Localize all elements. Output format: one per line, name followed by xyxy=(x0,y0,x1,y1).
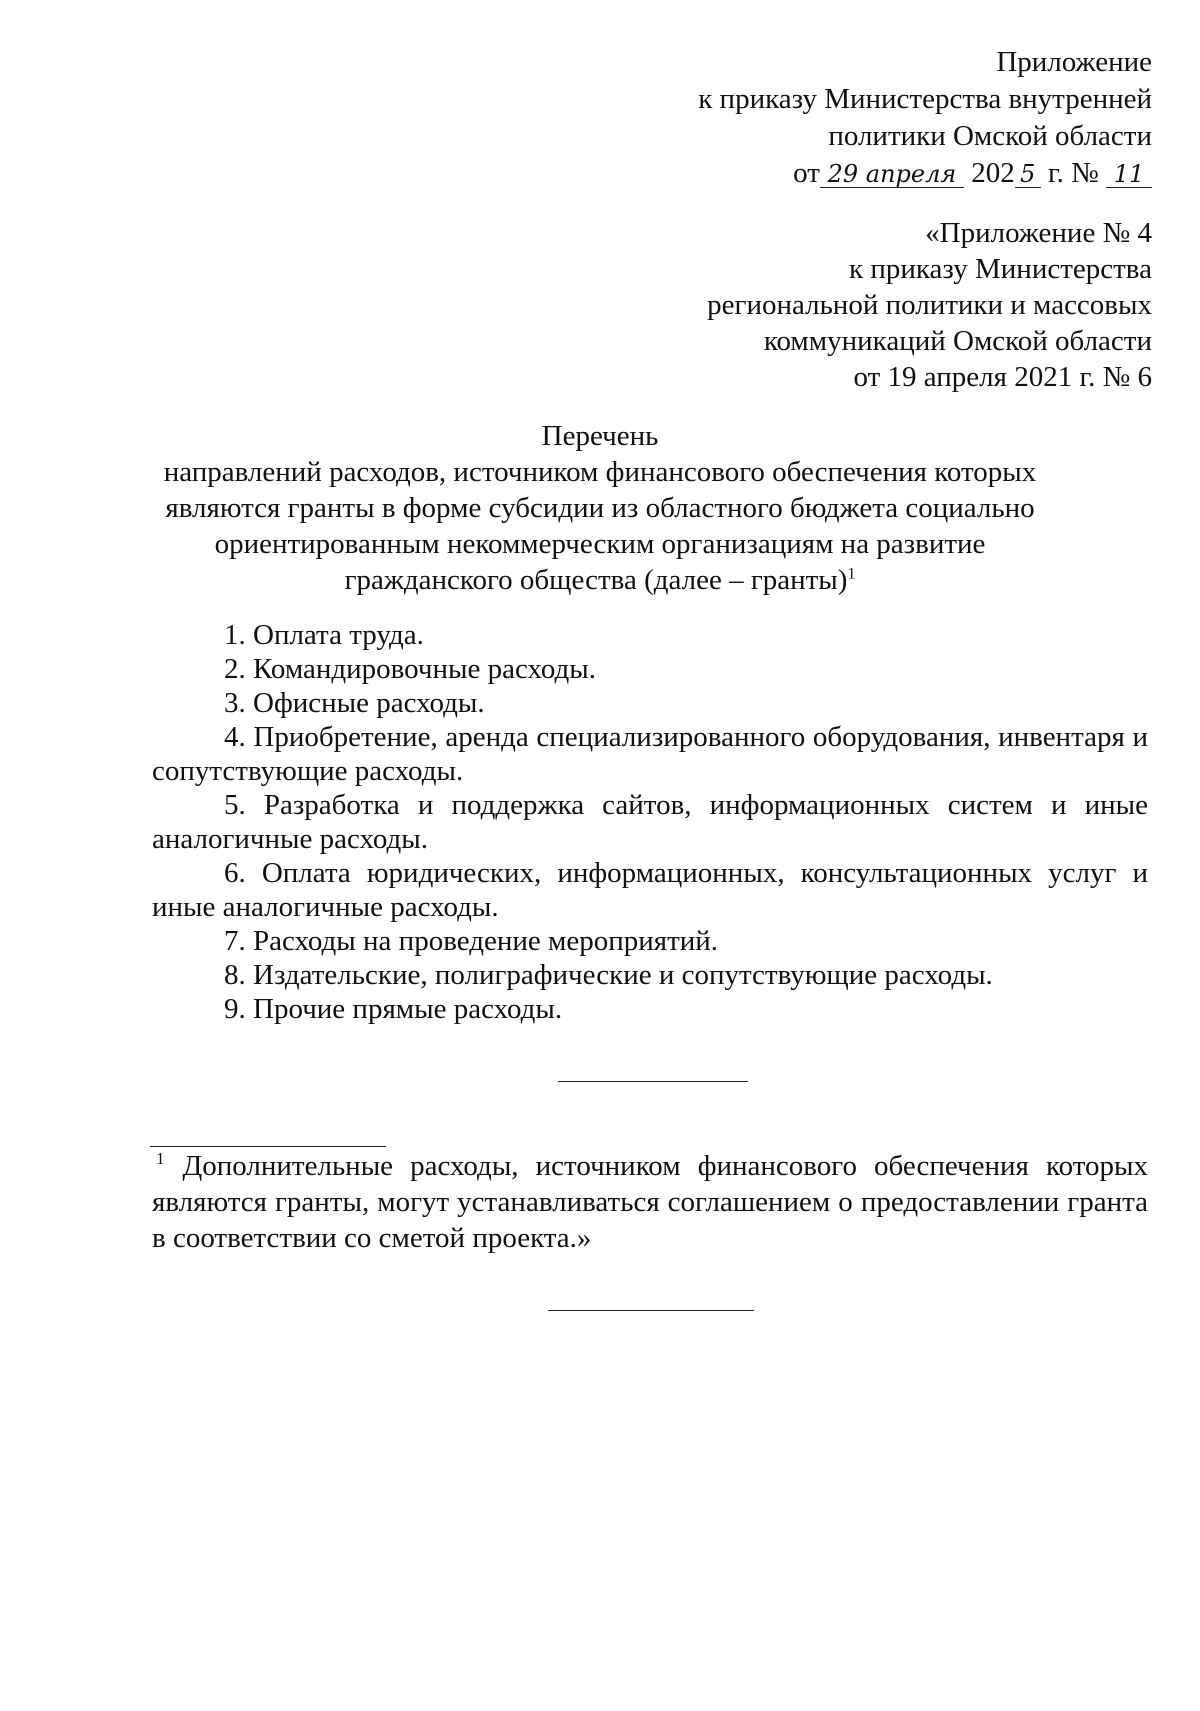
title-line-5: гражданского общества (далее – гранты) xyxy=(344,564,848,596)
header-line-2: к приказу Министерства внутренней xyxy=(698,83,1152,115)
handwritten-year: 5 xyxy=(1015,161,1041,188)
title-line-4: ориентированным некоммерческим организациям на развитие xyxy=(214,528,986,560)
header-line-1: Приложение xyxy=(996,46,1152,78)
year-suffix: г. № xyxy=(1047,157,1099,189)
expense-list xyxy=(152,618,1148,1026)
appendix-line-4: коммуникаций Омской области xyxy=(763,325,1152,357)
list-item: 6. Оплата юридических, информационных, консультационных услуг и иные аналогичные расходы. xyxy=(152,857,1148,923)
appendix-line-3: региональной политики и массовых xyxy=(707,289,1152,321)
list-item: 7. Расходы на проведение мероприятий. xyxy=(224,925,719,957)
footnote-text: Дополнительные расходы, источником финансового обеспечения которых являются гранты, могут устанавливаться соглашением о предоставлении гранта в соответствии со сметой проекта.» xyxy=(152,1150,1148,1254)
section-divider xyxy=(558,1081,748,1082)
year-prefix: 202 xyxy=(971,157,1015,189)
appendix-line-2: к приказу Министерства xyxy=(849,253,1152,285)
title-line-2: направлений расходов, источником финансового обеспечения которых xyxy=(163,456,1037,488)
list-item: 4. Приобретение, аренда специализированного оборудования, инвентаря и сопутствующие расходы. xyxy=(152,721,1148,787)
title-line-3: являются гранты в форме субсидии из областного бюджета социально xyxy=(165,492,1035,524)
list-item: 5. Разработка и поддержка сайтов, информационных систем и иные аналогичные расходы. xyxy=(152,789,1148,855)
approval-header xyxy=(698,44,1152,192)
footnote-reference: 1 xyxy=(847,565,856,583)
original-appendix-header xyxy=(707,215,1152,395)
footnote-rule xyxy=(150,1146,386,1147)
date-prefix: от xyxy=(793,157,820,189)
header-line-3: политики Омской области xyxy=(828,120,1152,152)
title-line-1: Перечень xyxy=(541,420,659,452)
title-line-5-wrap xyxy=(150,562,1050,598)
end-divider xyxy=(548,1310,754,1311)
list-item: 9. Прочие прямые расходы. xyxy=(224,993,563,1025)
handwritten-date: 29 апреля xyxy=(820,161,964,188)
footnote-mark: 1 xyxy=(156,1149,165,1169)
list-item: 3. Офисные расходы. xyxy=(224,687,485,719)
header-date-line xyxy=(698,155,1152,192)
footnote xyxy=(152,1148,1148,1256)
handwritten-number: 11 xyxy=(1106,161,1152,188)
list-item: 1. Оплата труда. xyxy=(224,619,424,651)
document-title xyxy=(150,418,1050,598)
list-item: 2. Командировочные расходы. xyxy=(224,653,597,685)
appendix-line-1: «Приложение № 4 xyxy=(925,217,1152,249)
list-item: 8. Издательские, полиграфические и сопутствующие расходы. xyxy=(224,959,993,991)
appendix-line-5: от 19 апреля 2021 г. № 6 xyxy=(853,361,1152,393)
